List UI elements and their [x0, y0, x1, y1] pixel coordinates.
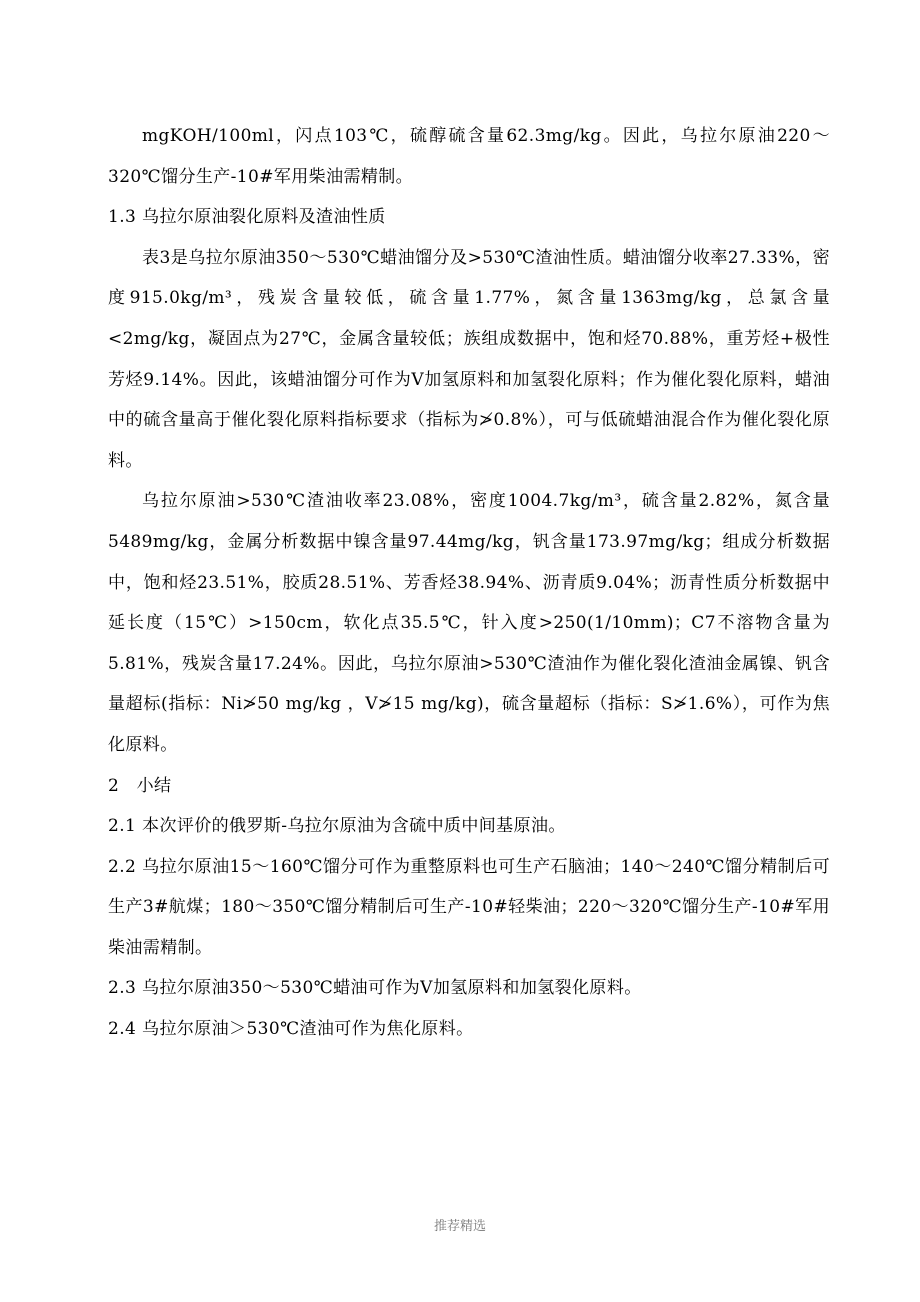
page-footer: 推荐精选: [433, 1219, 486, 1234]
section-heading-2-summary: 2 小结: [108, 775, 172, 796]
paragraph-residue-properties: 乌拉尔原油>530℃渣油收率23.08%，密度1004.7kg/m³，硫含量2.82%，氮含量5489mg/kg，金属分析数据中镍含量97.44mg/kg，钒含量173.97mg/kg；组成分析数据中，饱和烃23.51%，胶质28.51%、芳香烃38.94%、沥青质9.04%；沥青性质分析数据中延长度（15℃）>150cm，软化点35.5℃，针入度>250(1/10mm)；C7不溶物含量为5.81%，残炭含量17.24%。因此，乌拉尔原油>530℃渣油作为催化裂化渣油金属镍、钒含量超标(指标：Ni≯50 mg/kg ，V≯15 mg/kg)，硫含量超标（指标：S≯1.6%），可作为焦化原料。: [108, 491, 830, 755]
summary-item-2-4: 2.4 乌拉尔原油＞530℃渣油可作为焦化原料。: [108, 1019, 474, 1040]
paragraph-acid-flashpoint: mgKOH/100ml，闪点103℃，硫醇硫含量62.3mg/kg。因此，乌拉尔原油220～320℃馏分生产-10#军用柴油需精制。: [108, 126, 830, 187]
document-body: [108, 116, 830, 1050]
summary-item-2-1: 2.1 本次评价的俄罗斯-乌拉尔原油为含硫中质中间基原油。: [108, 816, 566, 837]
summary-item-2-3: 2.3 乌拉尔原油350～530℃蜡油可作为V加氢原料和加氢裂化原料。: [108, 978, 642, 999]
summary-item-2-2: 2.2 乌拉尔原油15～160℃馏分可作为重整原料也可生产石脑油；140～240℃馏分精制后可生产3#航煤；180～350℃馏分精制后可生产-10#轻柴油；220～320℃馏分生产-10#军用柴油需精制。: [108, 856, 830, 958]
section-heading-1-3: 1.3 乌拉尔原油裂化原料及渣油性质: [108, 207, 386, 228]
paragraph-wax-oil-properties: 表3是乌拉尔原油350～530℃蜡油馏分及>530℃渣油性质。蜡油馏分收率27.33%，密度915.0kg/m³，残炭含量较低，硫含量1.77%，氮含量1363mg/kg，总氯含量<2mg/kg，凝固点为27℃，金属含量较低；族组成数据中，饱和烃70.88%，重芳烃+极性芳烃9.14%。因此，该蜡油馏分可作为V加氢原料和加氢裂化原料；作为催化裂化原料，蜡油中的硫含量高于催化裂化原料指标要求（指标为≯0.8%），可与低硫蜡油混合作为催化裂化原料。: [108, 247, 830, 471]
